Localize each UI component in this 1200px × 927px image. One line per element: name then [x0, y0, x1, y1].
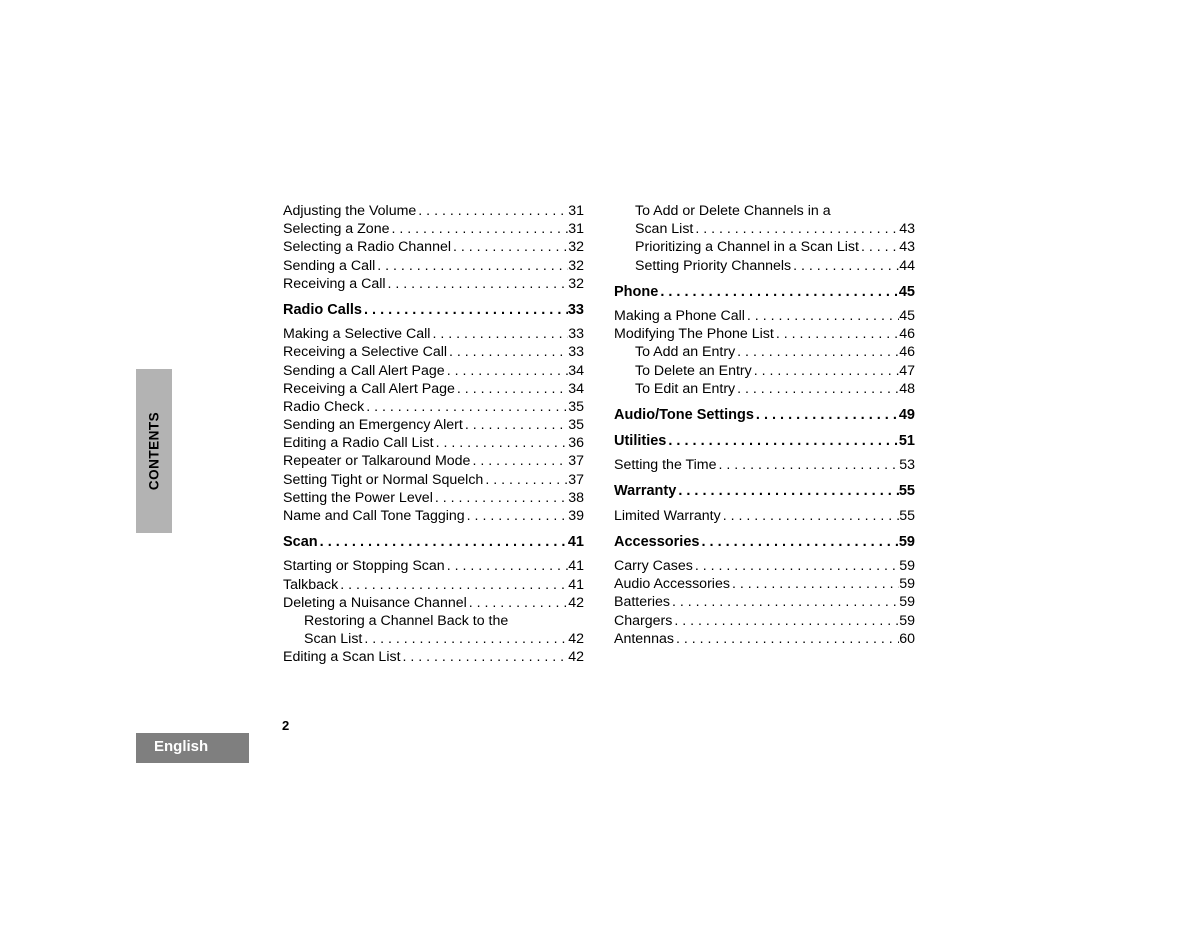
language-tab	[136, 733, 249, 763]
toc-entry-title: Radio Calls	[283, 301, 362, 318]
toc-page-number: 34	[568, 362, 584, 379]
toc-page-number: 59	[899, 576, 915, 593]
dot-leader	[434, 434, 569, 452]
toc-entry-title: Scan	[283, 534, 318, 551]
dot-leader	[774, 325, 899, 343]
toc-page-number: 37	[568, 471, 584, 488]
toc-page-number: 53	[899, 457, 915, 474]
toc-page-number: 41	[568, 558, 584, 575]
toc-entry-title: Name and Call Tone Tagging	[283, 508, 465, 524]
toc-section-heading[interactable]	[283, 533, 584, 551]
dot-leader	[416, 202, 568, 220]
toc-page-number: 59	[899, 558, 915, 574]
toc-entry[interactable]	[283, 257, 584, 275]
dot-leader	[447, 343, 568, 361]
toc-page-number: 38	[568, 489, 584, 506]
toc-entry-title: Warranty	[614, 483, 677, 500]
toc-page-number: 45	[899, 307, 915, 324]
toc-section-heading[interactable]	[614, 283, 915, 301]
dot-leader	[674, 630, 899, 648]
dot-leader	[470, 452, 568, 470]
toc-entry[interactable]	[283, 630, 584, 648]
toc-entry-title: Modifying The Phone List	[614, 326, 774, 343]
toc-page-number: 32	[568, 257, 584, 274]
toc-entry[interactable]	[283, 416, 584, 434]
toc-page-number: 48	[899, 380, 915, 397]
toc-page-number: 59	[898, 533, 915, 550]
toc-page-number: 55	[899, 507, 915, 524]
dot-leader	[433, 489, 568, 507]
toc-entry-title: Phone	[614, 283, 659, 300]
dot-leader	[670, 593, 899, 611]
dot-leader	[401, 648, 569, 666]
dot-leader	[445, 362, 569, 380]
toc-entry[interactable]	[614, 343, 915, 361]
dot-leader	[658, 283, 899, 301]
dot-leader	[467, 594, 568, 612]
dot-leader	[859, 238, 899, 256]
toc-entry[interactable]	[283, 275, 584, 293]
dot-leader	[451, 238, 568, 256]
toc-entry[interactable]	[614, 362, 915, 380]
toc-entry[interactable]	[283, 343, 584, 361]
toc-entry-title: Deleting a Nuisance Channel	[283, 594, 467, 611]
toc-entry-title: Batteries	[614, 594, 670, 611]
toc-entry[interactable]	[283, 489, 584, 507]
toc-entry[interactable]	[614, 220, 915, 238]
toc-page-number: 32	[568, 239, 584, 256]
toc-entry[interactable]	[614, 325, 915, 343]
toc-entry[interactable]	[614, 380, 915, 398]
toc-page-number: 43	[899, 221, 915, 238]
dot-leader	[693, 557, 899, 575]
dot-leader	[672, 612, 899, 630]
toc-page-number: 33	[568, 326, 584, 343]
dot-leader	[752, 362, 900, 380]
dot-leader	[745, 307, 899, 325]
toc-entry-title: Antennas	[614, 630, 674, 647]
toc-entry[interactable]	[614, 557, 915, 575]
toc-entry-title: Setting Priority Channels	[635, 257, 792, 274]
toc-page-number: 42	[568, 631, 584, 648]
language-tab-label: English	[154, 738, 209, 755]
toc-page-number: 59	[899, 612, 915, 629]
toc-entry[interactable]	[283, 452, 584, 470]
toc-section-heading[interactable]	[283, 301, 584, 319]
toc-entry-title: Accessories	[614, 533, 700, 550]
dot-leader	[735, 343, 899, 361]
dot-leader	[362, 301, 568, 319]
toc-entry-title: Scan List	[635, 221, 694, 238]
toc-entry[interactable]	[614, 593, 915, 611]
dot-leader	[693, 220, 899, 238]
toc-page-number: 39	[568, 508, 584, 524]
dot-leader	[364, 398, 568, 416]
toc-entry-title: Carry Cases	[614, 558, 693, 574]
toc-entry[interactable]	[283, 325, 584, 343]
toc-entry[interactable]	[614, 630, 915, 648]
toc-page-number: 55	[898, 483, 915, 500]
toc-entry-title: Making a Selective Call	[283, 326, 431, 343]
dot-leader	[483, 471, 568, 489]
toc-page-number: 33	[567, 301, 584, 318]
contents-side-tab-label: CONTENTS	[146, 411, 162, 491]
toc-entry[interactable]	[283, 220, 584, 238]
dot-leader	[430, 325, 568, 343]
toc-entry-title: Setting Tight or Normal Squelch	[283, 471, 484, 488]
toc-page-number: 46	[899, 344, 915, 361]
toc-page-number: 35	[568, 398, 584, 415]
toc-entry[interactable]	[283, 594, 584, 612]
dot-leader	[375, 257, 568, 275]
toc-entry-title: Editing a Radio Call List	[283, 435, 434, 452]
toc-entry-title: Utilities	[614, 433, 667, 450]
toc-entry-title: Sending a Call Alert Page	[283, 362, 445, 379]
toc-section-heading[interactable]	[614, 406, 915, 424]
dot-leader	[445, 557, 569, 575]
dot-leader	[338, 576, 568, 594]
toc-page-number: 60	[899, 630, 915, 647]
toc-page-number: 41	[567, 534, 584, 551]
toc-entry-title: Audio/Tone Settings	[614, 406, 754, 423]
toc-entry[interactable]	[283, 238, 584, 256]
toc-entry[interactable]	[614, 238, 915, 256]
toc-entry-title: Chargers	[614, 612, 673, 629]
toc-page-number: 59	[899, 594, 915, 611]
toc-entry-title: Prioritizing a Channel in a Scan List	[635, 239, 859, 256]
dot-leader	[699, 533, 898, 551]
dot-leader	[465, 507, 569, 525]
toc-section-heading[interactable]	[614, 533, 915, 551]
toc-page-number: 37	[568, 453, 584, 470]
dot-leader	[666, 432, 898, 450]
toc-entry-title: Audio Accessories	[614, 576, 730, 593]
toc-entry-title: Repeater or Talkaround Mode	[283, 453, 471, 470]
toc-entry[interactable]	[614, 307, 915, 325]
toc-entry-title: Sending an Emergency Alert	[283, 417, 463, 434]
toc-page-number: 45	[898, 283, 915, 300]
toc-entry[interactable]	[614, 612, 915, 630]
toc-entry-title: Setting the Power Level	[283, 489, 433, 506]
toc-entry-title: To Add an Entry	[635, 344, 736, 361]
toc-entry-continued: To Add or Delete Channels in a	[635, 203, 831, 219]
dot-leader	[754, 406, 899, 424]
dot-leader	[735, 380, 899, 398]
toc-entry-title: Receiving a Call Alert Page	[283, 380, 455, 397]
toc-entry-title: Scan List	[304, 631, 363, 648]
toc-entry[interactable]	[614, 456, 915, 474]
toc-entry[interactable]	[283, 380, 584, 398]
dot-leader	[463, 416, 568, 434]
toc-entry-title: Adjusting the Volume	[283, 203, 417, 219]
toc-entry[interactable]	[283, 557, 584, 575]
toc-entry-title: Setting the Time	[614, 457, 717, 474]
dot-leader	[455, 380, 568, 398]
toc-entry[interactable]	[614, 257, 915, 275]
toc-entry-title: Talkback	[283, 576, 339, 593]
page-number: 2	[282, 718, 290, 733]
toc-entry-title: To Edit an Entry	[635, 380, 736, 397]
toc-right-column	[614, 202, 915, 648]
toc-entry-title: Sending a Call	[283, 257, 376, 274]
toc-page-number: 42	[568, 649, 584, 666]
dot-leader	[318, 533, 568, 551]
toc-page-number: 44	[899, 257, 915, 274]
toc-entry[interactable]	[283, 507, 584, 525]
dot-leader	[389, 220, 568, 238]
toc-page-number: 43	[899, 239, 915, 256]
toc-section-heading[interactable]	[614, 432, 915, 450]
toc-page-number: 35	[568, 417, 584, 434]
toc-page-number: 33	[568, 344, 584, 361]
toc-page-number: 31	[568, 221, 584, 238]
toc-entry-title: Starting or Stopping Scan	[283, 558, 445, 575]
toc-entry[interactable]	[283, 202, 584, 220]
toc-entry[interactable]	[614, 575, 915, 593]
toc-page-number: 32	[568, 275, 584, 292]
dot-leader	[676, 482, 899, 500]
toc-entry-title: Receiving a Selective Call	[283, 344, 448, 361]
toc-entry-title: Limited Warranty	[614, 507, 721, 524]
toc-entry-title: Selecting a Zone	[283, 221, 390, 238]
toc-entry[interactable]	[283, 471, 584, 489]
toc-entry[interactable]	[283, 648, 584, 666]
toc-page-number: 46	[899, 326, 915, 343]
toc-page-number: 31	[568, 203, 584, 219]
toc-page-number: 51	[898, 433, 915, 450]
dot-leader	[717, 456, 900, 474]
toc-page-number: 41	[568, 576, 584, 593]
toc-page-number: 42	[568, 594, 584, 611]
toc-page-number: 36	[568, 435, 584, 452]
toc-entry-title: Editing a Scan List	[283, 649, 401, 666]
dot-leader	[721, 507, 900, 525]
dot-leader	[386, 275, 569, 293]
toc-left-column	[283, 202, 584, 667]
toc-entry-title: To Delete an Entry	[635, 362, 752, 379]
toc-entry[interactable]	[283, 576, 584, 594]
toc-page-number: 49	[898, 406, 915, 423]
toc-entry-continued: Restoring a Channel Back to the	[304, 612, 509, 629]
toc-entry-title: Radio Check	[283, 398, 365, 415]
toc-page-number: 34	[568, 380, 584, 397]
toc-entry-title: Selecting a Radio Channel	[283, 239, 451, 256]
toc-entry[interactable]	[283, 398, 584, 416]
dot-leader	[362, 630, 568, 648]
toc-entry-title: Making a Phone Call	[614, 307, 745, 324]
dot-leader	[791, 257, 899, 275]
toc-entry[interactable]	[614, 507, 915, 525]
toc-entry[interactable]	[283, 434, 584, 452]
toc-section-heading[interactable]	[614, 482, 915, 500]
contents-side-tab	[136, 369, 172, 533]
toc-entry-title: Receiving a Call	[283, 275, 386, 292]
toc-page-number: 47	[899, 362, 915, 379]
dot-leader	[730, 575, 899, 593]
toc-entry[interactable]	[283, 362, 584, 380]
